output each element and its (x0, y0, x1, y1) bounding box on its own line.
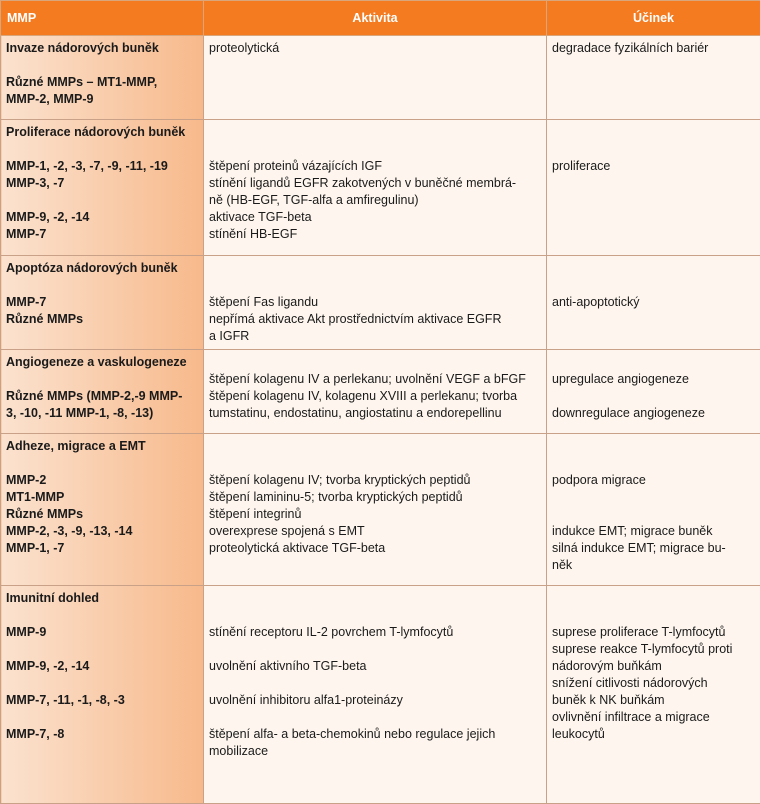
cell-line: MMP-2, -3, -9, -13, -14 (6, 523, 198, 540)
activity-cell (204, 586, 547, 804)
cell-line (552, 124, 755, 141)
cell-line (209, 641, 541, 658)
cell-line: overexprese spojená s EMT (209, 523, 541, 540)
cell-line (552, 277, 755, 294)
activity-cell (204, 350, 547, 434)
mmp-cell (1, 350, 204, 434)
cell-line: suprese proliferace T-lymfocytů (552, 624, 755, 641)
cell-line: buněk k NK buňkám (552, 692, 755, 709)
table-row (1, 36, 760, 120)
cell-line: Invaze nádorových buněk (6, 40, 198, 57)
cell-line: štěpení proteinů vázajících IGF (209, 158, 541, 175)
mmp-cell (1, 434, 204, 586)
cell-line (209, 260, 541, 277)
cell-line: Imunitní dohled (6, 590, 198, 607)
cell-line: Různé MMPs – MT1-MMP, (6, 74, 198, 91)
cell-line: proliferace (552, 158, 755, 175)
cell-line (6, 192, 198, 209)
cell-line: ovlivnění infiltrace a migrace (552, 709, 755, 726)
cell-line: nádorovým buňkám (552, 658, 755, 675)
mmp-cell (1, 256, 204, 350)
table-row (1, 256, 760, 350)
mmp-cell (1, 586, 204, 804)
cell-line: aktivace TGF-beta (209, 209, 541, 226)
cell-line (6, 277, 198, 294)
cell-line (6, 607, 198, 624)
cell-line: proteolytická (209, 40, 541, 57)
cell-line: ně (HB-EGF, TGF-alfa a amfiregulinu) (209, 192, 541, 209)
cell-line (552, 141, 755, 158)
cell-line: Adheze, migrace a EMT (6, 438, 198, 455)
effect-cell (547, 36, 760, 120)
cell-line (209, 607, 541, 624)
cell-line: a IGFR (209, 328, 541, 345)
cell-line: MMP-2, MMP-9 (6, 91, 198, 108)
cell-line: 3, -10, -11 MMP-1, -8, -13) (6, 405, 198, 422)
cell-line (209, 354, 541, 371)
table-row (1, 120, 760, 256)
cell-line: Proliferace nádorových buněk (6, 124, 198, 141)
cell-line: stínění HB-EGF (209, 226, 541, 243)
activity-cell (204, 256, 547, 350)
cell-line (6, 141, 198, 158)
cell-line: indukce EMT; migrace buněk (552, 523, 755, 540)
mmp-cell (1, 36, 204, 120)
cell-line (6, 709, 198, 726)
cell-line: degradace fyzikálních bariér (552, 40, 755, 57)
effect-cell (547, 350, 760, 434)
table-row (1, 350, 760, 434)
cell-line: stínění ligandů EGFR zakotvených v buněčné membrá- (209, 175, 541, 192)
cell-line (209, 709, 541, 726)
cell-line (552, 506, 755, 523)
cell-line: Různé MMPs (6, 506, 198, 523)
cell-line: MMP-1, -7 (6, 540, 198, 557)
cell-line (209, 141, 541, 158)
cell-line: podpora migrace (552, 472, 755, 489)
cell-line (552, 388, 755, 405)
cell-line: mobilizace (209, 743, 541, 760)
cell-line (209, 277, 541, 294)
cell-line: MMP-9, -2, -14 (6, 658, 198, 675)
cell-line (209, 455, 541, 472)
cell-line: štěpení lamininu-5; tvorba kryptických peptidů (209, 489, 541, 506)
cell-line (552, 590, 755, 607)
cell-line: MMP-7, -11, -1, -8, -3 (6, 692, 198, 709)
cell-line: silná indukce EMT; migrace bu- (552, 540, 755, 557)
activity-cell (204, 36, 547, 120)
table-row (1, 434, 760, 586)
cell-line: MMP-3, -7 (6, 175, 198, 192)
cell-line (552, 438, 755, 455)
cell-line: downregulace angiogeneze (552, 405, 755, 422)
header-effect: Účinek (547, 1, 760, 36)
activity-cell (204, 434, 547, 586)
cell-line: Angiogeneze a vaskulogeneze (6, 354, 198, 371)
header-mmp: MMP (1, 1, 204, 36)
cell-line: snížení citlivosti nádorových (552, 675, 755, 692)
cell-line: MMP-9, -2, -14 (6, 209, 198, 226)
cell-line (552, 455, 755, 472)
cell-line (6, 371, 198, 388)
cell-line: MMP-7 (6, 226, 198, 243)
activity-cell (204, 120, 547, 256)
effect-cell (547, 586, 760, 804)
cell-line: nepřímá aktivace Akt prostřednictvím aktivace EGFR (209, 311, 541, 328)
cell-line (6, 675, 198, 692)
cell-line: upregulace angiogeneze (552, 371, 755, 388)
cell-line: štěpení Fas ligandu (209, 294, 541, 311)
mmp-cell (1, 120, 204, 256)
table-row (1, 586, 760, 804)
cell-line (209, 590, 541, 607)
cell-line: uvolnění aktivního TGF-beta (209, 658, 541, 675)
cell-line: MT1-MMP (6, 489, 198, 506)
cell-line: štěpení kolagenu IV; tvorba kryptických peptidů (209, 472, 541, 489)
cell-line: MMP-7 (6, 294, 198, 311)
cell-line (552, 354, 755, 371)
header-activity: Aktivita (204, 1, 547, 36)
cell-line: stínění receptoru IL-2 povrchem T-lymfocytů (209, 624, 541, 641)
cell-line (552, 260, 755, 277)
cell-line: leukocytů (552, 726, 755, 743)
cell-line (552, 607, 755, 624)
cell-line (6, 455, 198, 472)
cell-line: suprese reakce T-lymfocytů proti (552, 641, 755, 658)
header-row (1, 1, 760, 36)
cell-line: Různé MMPs (MMP-2,-9 MMP- (6, 388, 198, 405)
cell-line (209, 438, 541, 455)
effect-cell (547, 120, 760, 256)
cell-line: štěpení kolagenu IV a perlekanu; uvolnění VEGF a bFGF (209, 371, 541, 388)
cell-line (552, 489, 755, 506)
cell-line: anti-apoptotický (552, 294, 755, 311)
cell-line: štěpení alfa- a beta-chemokinů nebo regulace jejich (209, 726, 541, 743)
cell-line: MMP-2 (6, 472, 198, 489)
effect-cell (547, 256, 760, 350)
cell-line: uvolnění inhibitoru alfa1-proteinázy (209, 692, 541, 709)
cell-line: Apoptóza nádorových buněk (6, 260, 198, 277)
cell-line (209, 124, 541, 141)
cell-line: štěpení kolagenu IV, kolagenu XVIII a perlekanu; tvorba (209, 388, 541, 405)
cell-line: MMP-1, -2, -3, -7, -9, -11, -19 (6, 158, 198, 175)
cell-line: MMP-7, -8 (6, 726, 198, 743)
cell-line: štěpení integrinů (209, 506, 541, 523)
cell-line: proteolytická aktivace TGF-beta (209, 540, 541, 557)
effect-cell (547, 434, 760, 586)
cell-line: něk (552, 557, 755, 574)
cell-line (6, 641, 198, 658)
cell-line: tumstatinu, endostatinu, angiostatinu a endorepellinu (209, 405, 541, 422)
cell-line (209, 675, 541, 692)
cell-line: Různé MMPs (6, 311, 198, 328)
cell-line: MMP-9 (6, 624, 198, 641)
cell-line (6, 57, 198, 74)
